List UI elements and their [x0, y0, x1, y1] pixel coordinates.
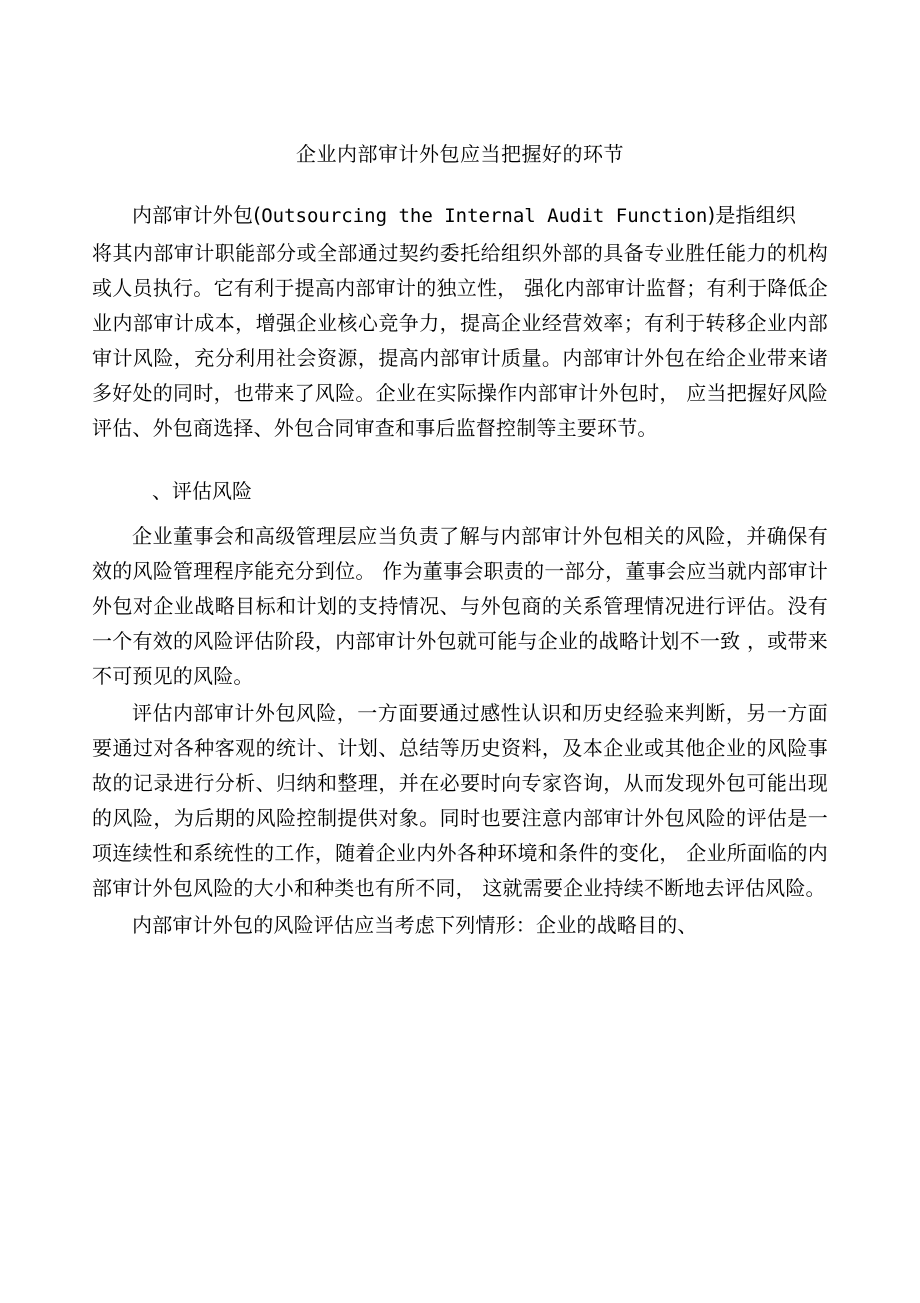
section-heading-assess-risk: 、评估风险 [152, 479, 252, 503]
paragraph-risk-assessment-2: 评估内部审计外包风险，一方面要通过感性认识和历史经验来判断，另一方面要通过对各种客观的统计、计划、总结等历史资料，及本企业或其他企业的风险事故的记录进行分析、归纳和整理，并在必要时向专家咨询，从而发现外包可能出现的风险，为后期的风险控制提供对象。同时也要注意内部审计外包风险的评估是一项连续性和系统性的工作，随着企业内外各种环境和条件的变化， 企业所面临的内部审计外包风险的大小和种类也有所不同， 这就需要企业持续不断地去评估风险。 [92, 701, 828, 900]
spacer [92, 448, 828, 460]
definition-english-term: Outsourcing the Internal Audit Function [261, 205, 708, 227]
page-title: 企业内部审计外包应当把握好的环节 [296, 142, 624, 166]
paragraph-risk-assessment-1: 企业董事会和高级管理层应当负责了解与内部审计外包相关的风险，并确保有效的风险管理程序能充分到位。 作为董事会职责的一部分，董事会应当就内部审计外包对企业战略目标和计划的支持情况、与外包商的关系管理情况进行评估。没有一个有效的风险评估阶段，内部审计外包就可能与企业的战略计划不一致 ，或带来不可预见的风险。 [92, 524, 828, 688]
definition-lead: 内部审计外包( [132, 203, 262, 227]
paragraph-risk-assessment-3: 内部审计外包的风险评估应当考虑下列情形：企业的战略目的、 [132, 913, 698, 937]
definition-lead-tail: )是指组织 [707, 203, 797, 227]
paragraph-definition-body: 将其内部审计职能部分或全部通过契约委托给组织外部的具备专业胜任能力的机构或人员执行。它有利于提高内部审计的独立性， 强化内部审计监督；有利于降低企业内部审计成本，增强企业核心竞争力，提高企业经营效率；有利于转移企业内部审计风险，充分利用社会资源，提高内部审计质量。内部审计外包在给企业带来诸多好处的同时，也带来了风险。企业在实际操作内部审计外包时， 应当把握好风险评估、外包商选择、外包合同审查和事后监督控制等主要环节。 [92, 241, 828, 440]
paragraph-definition [92, 198, 828, 234]
